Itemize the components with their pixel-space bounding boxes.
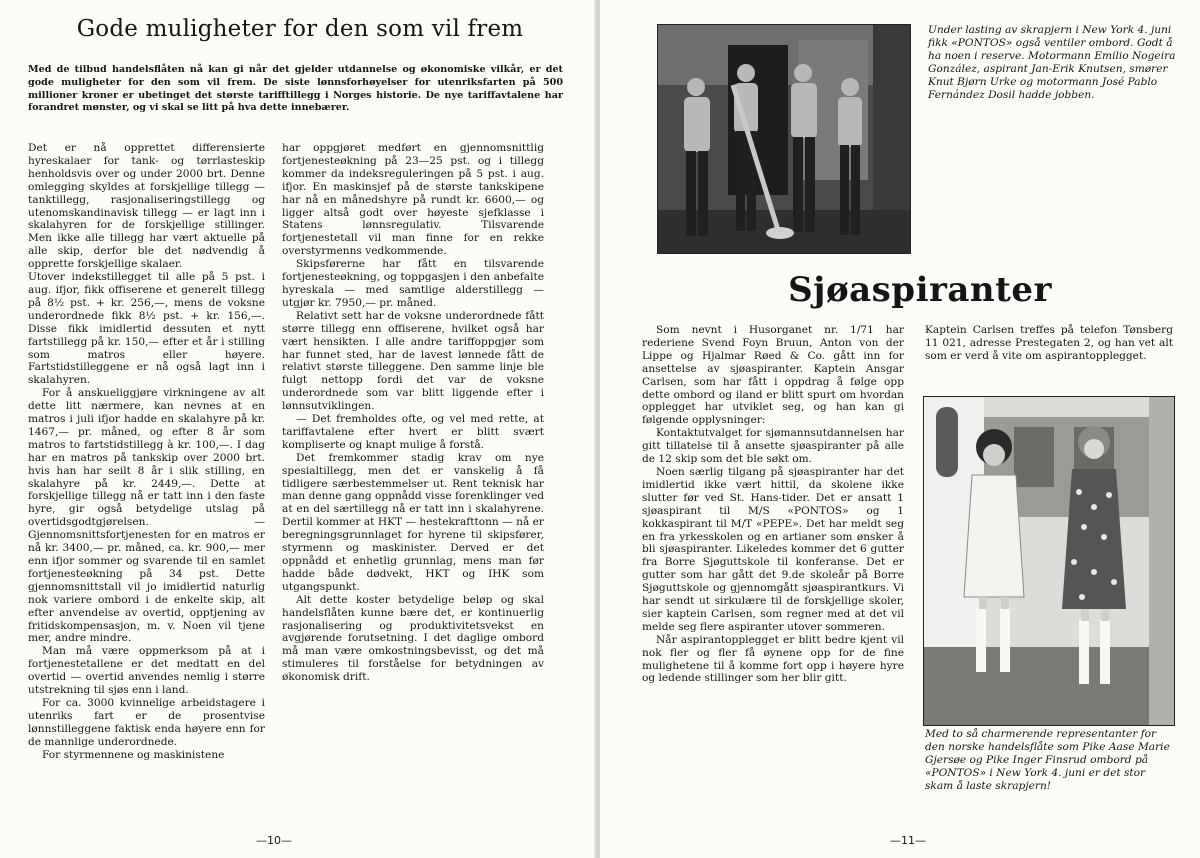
right-page xyxy=(600,0,1200,858)
paragraph: Det er nå opprettet differensierte hyreskalaer for tank- og tørrlasteskip henholdsvis over og under 2000 brt. Denne omlegging skyldes at forskjellige tillegg — tanktillegg, rasjonaliseringstillegg og utenomskandinavisk tillegg — er lagt inn i skalahyren for de forskjellige stillinger. Men ikke alle tillegg har vært aktuelle på alle skip, derfor ble det nødvendig å opprette forskjellige skalaer. xyxy=(28,142,265,271)
paragraph: Kontaktutvalget for sjømannsutdannelsen har gitt tillatelse til å ansette sjøaspiranter på alle de 12 skip som det ble søkt om. xyxy=(642,427,904,466)
right-column-2 xyxy=(925,324,1173,363)
paragraph: har oppgjøret medført en gjennomsnittlig fortjenesteøkning på 23—25 pst. og i tillegg kommer da indeksreguleringen på 5 pst. i aug. ifjor. En maskinsjef på de største tankskipene har nå en månedshyre på rundt kr. 6600,— og ligger altså godt over høyeste sjefklasse i Statens lønnsregulativ. Tilsvarende fortjenestetall vil man finne for en rekke overstyrmenns vedkommende. xyxy=(282,142,544,258)
paragraph: Utover indekstillegget til alle på 5 pst. i aug. ifjor, fikk offiserene et generelt tillegg på 8½ pst. + kr. 256,—, mens de voksne underordnede fikk 8½ pst. + kr. 156,—. Disse fikk imidlertid dessuten et nytt fartstillegg på kr. 150,— efter et år i stilling som matros eller høyere. Fartstidstilleggene er nå også lagt inn i skalahyren. xyxy=(28,271,265,387)
paragraph: Alt dette koster betydelige beløp og skal handelsflåten kunne bære det, er kontinuerlig rasjonalisering og produktivitetsvekst en avgjørende forutsetning. I det daglige ombord må man være omkostningsbevisst, og det må stimuleres til forståelse for betydningen av økonomisk drift. xyxy=(282,593,544,684)
two-women-photo xyxy=(923,396,1175,726)
paragraph: Det fremkommer stadig krav om nye spesialtillegg, men det er vanskelig å få tidligere særbestemmelser ut. Rent teknisk har man denne gang oppnådd visse forenklinger ved at en del særtillegg nå er tatt inn i skalahyrene. Dertil kommer at HKT — hestekrafttonn — nå er beregningsgrunnlaget for hyrene til skipsfører, styrmenn og maskinister. Derved er det oppnådd et enhetlig grunnlag, mens man før hadde både dødvekt, HKT og IHK som utgangspunkt. xyxy=(282,451,544,593)
photo-caption-bottom: Med to så charmerende representanter for den norske handelsflåte som Pike Aase Marie Gjersøe og Pike Inger Finsrud ombord på «PONTOS» i New York 4. juni er det stor skam å laste skrapjern! xyxy=(925,728,1170,792)
page-number-right: —11— xyxy=(890,834,926,847)
paragraph: Når aspirantopplegget er blitt bedre kjent vil nok fler og fler få øynene opp for de fine mulighetene til å komme fort opp i høyere hyre og ledende stillinger som her blir gitt. xyxy=(642,633,904,685)
paragraph: For å anskueliggjøre virkningene av alt dette litt nærmere, kan nevnes at en matros i juli ifjor hadde en skalahyre på kr. 1467,— pr. måned, og efter 8 år som matros to fartstidstillegg à kr. 100,—. I dag har en matros på tankskip over 2000 brt. hvis han har seilt 8 år i slik stilling, en skalahyre på kr. 2449,—. Dette at forskjellige tillegg nå er tatt inn i den faste hyre, gir også betydelige utslag på overtidsgodtgjørelsen. — Gjennomsnittsfortjenesten for en matros er nå kr. 3400,— pr. måned, ca. kr. 900,— mer enn ifjor sommer og svarende til en samlet fortjenesteøkning på 34 pst. Dette gjennomsnittstall vil jo imidlertid naturlig nok variere ombord i de enkelte skip, alt efter anvendelse av overtid, opptjening av fritidskompensasjon, m. v. Noen vil tjene mer, andre mindre. xyxy=(28,387,265,645)
article-title-left: Gode muligheter for den som vil frem xyxy=(76,16,524,42)
paragraph: Kaptein Carlsen treffes på telefon Tønsberg 11 021, adresse Prestegaten 2, og han vet alt som er verd å vite om aspirantopplegget. xyxy=(925,324,1173,362)
paragraph: — Det fremholdes ofte, og vel med rette, at tariffavtalene efter hvert er blitt svært kompliserte og knapt mulige å forstå. xyxy=(282,413,544,451)
left-column-2 xyxy=(282,142,544,684)
paragraph: For styrmennene og maskinistene xyxy=(42,748,225,761)
article-lead: Med de tilbud handelsflåten nå kan gi når det gjelder utdannelse og økonomiske vilkår, er det gode muligheter for den som vil frem. De siste lønnsforhøyelser for utenriksfarten på 500 millioner kroner er ubetinget det største tarifftillegg i Norges historie. De nye tariffavtalene har forandret mønster, og vi skal se litt på hva dette innebærer. xyxy=(28,64,563,114)
paragraph: Noen særlig tilgang på sjøaspiranter har det imidlertid ikke vært hittil, da skolene ikke slutter før ved St. Hans-tider. Det er ansatt 1 sjøaspirant til M/S «PONTOS» og 1 kokkaspirant til M/T «PEPE». Det har meldt seg en fra yrkesskolen og en artianer som ønsker å bli sjøaspiranter. Likeledes kommer det 6 gutter fra Borre Sjøguttskole til konferanse. Det er gutter som har gått det 9.de skoleår på Borre Sjøguttskole og gjennomgått sjøaspirantkurs. Vi har sendt ut sirkulære til de forskjellige skoler, sier kaptein Carlsen, som regner med at det vil melde seg flere aspiranter utover sommeren. xyxy=(642,465,904,633)
photo-caption-top: Under lasting av skrapjern i New York 4. juni fikk «PONTOS» også ventiler ombord. Godt å ha noen i reserve. Motormann Emilio Nogeira González, aspirant Jan-Erik Knutsen, smører Knut Bjørn Urke og motormann José Pablo Fernández Dosil hadde jobben. xyxy=(928,24,1176,101)
article-title-right: Sjøaspiranter xyxy=(788,270,1052,310)
left-column-1 xyxy=(28,142,265,762)
right-column-1 xyxy=(642,324,904,685)
paragraph: Som nevnt i Husorganet nr. 1/71 har rederiene Svend Foyn Bruun, Anton von der Lippe og Hjalmar Røed & Co. gått inn for ansettelse av sjøaspiranter. Kaptein Ansgar Carlsen, som har fått i oppdrag å følge opp dette ombord og iland er blitt spurt om hvordan opplegget har utviklet seg, og han kan gi følgende opplysninger: xyxy=(642,324,904,427)
paragraph: Relativt sett har de voksne underordnede fått større tillegg enn offiserene, hvilket også har vært hensikten. I alle andre tariffoppgjør som har funnet sted, har de lavest lønnede fått de relativt største tilleggene. Den samme linje ble fulgt nettopp fordi det var de voksne underordnede som var blitt liggende efter i lønnsutviklingen. xyxy=(282,309,544,413)
paragraph: For ca. 3000 kvinnelige arbeidstagere i utenriks fart er de prosentvise lønnstilleggene faktisk enda høyere enn for de mannlige underordnede. xyxy=(28,696,265,748)
left-page xyxy=(0,0,596,858)
paragraph: Man må være oppmerksom på at i fortjenestetallene er det medtatt en del overtid — overtid anvendes nemlig i større utstrekning til sjøs enn i land. xyxy=(28,645,265,697)
crew-photo xyxy=(657,24,911,254)
page-number-left: —10— xyxy=(256,834,292,847)
paragraph: Skipsførerne har fått en tilsvarende fortjenesteøkning, og toppgasjen i den anbefalte hyreskala — med samtlige alderstillegg — utgjør kr. 7950,— pr. måned. xyxy=(282,258,544,309)
